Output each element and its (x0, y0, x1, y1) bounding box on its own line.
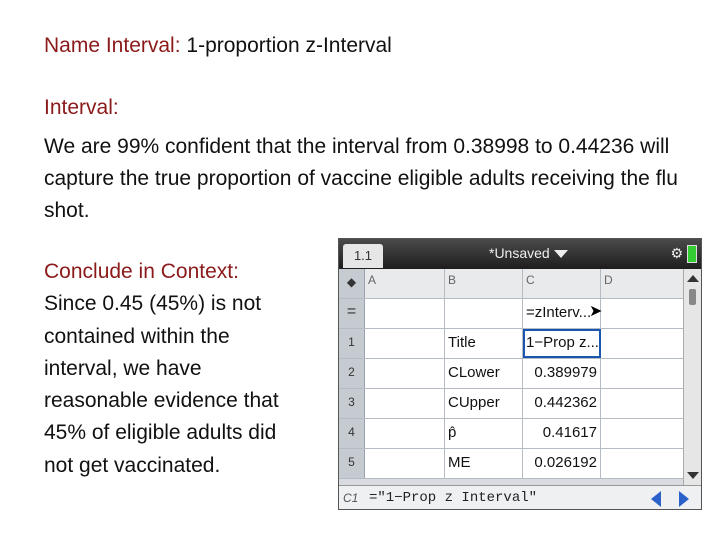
formula-cell-d[interactable] (601, 299, 683, 328)
column-header-d[interactable]: D (604, 273, 613, 287)
conclusion-text: Since 0.45 (45%) is not contained within the interval, we have reasonable evidence that 45% of eligible adults did not get vaccinated. (44, 292, 279, 477)
table-row (339, 359, 683, 389)
scroll-thumb[interactable] (689, 289, 696, 305)
previous-arrow-icon[interactable] (651, 491, 661, 507)
mouse-pointer-icon: ➤ (589, 303, 603, 320)
table-cell[interactable] (365, 419, 445, 448)
status-icons (670, 245, 697, 263)
column-header-a[interactable]: A (365, 269, 445, 298)
row-number: 1 (339, 329, 365, 358)
conclusion-block (44, 256, 304, 482)
name-interval-label: Name Interval: (44, 34, 181, 57)
row-number: 3 (339, 389, 365, 418)
column-header-c[interactable]: C (523, 269, 601, 298)
calculator-titlebar (339, 239, 701, 269)
row-value[interactable]: 0.442362 (523, 389, 601, 418)
column-header-b[interactable]: B (445, 269, 523, 298)
formula-cell-b[interactable] (445, 299, 523, 328)
column-header-row (339, 269, 683, 299)
row-number: 2 (339, 359, 365, 388)
table-row (339, 389, 683, 419)
row-value[interactable]: 0.41617 (523, 419, 601, 448)
table-cell[interactable] (601, 419, 683, 448)
conclusion-heading: Conclude in Context: (44, 260, 239, 283)
row-label[interactable]: CLower (445, 359, 523, 388)
table-cell[interactable] (365, 329, 445, 358)
row-label[interactable]: ME (445, 449, 523, 478)
row-label[interactable]: CUpper (445, 389, 523, 418)
tag-icon[interactable]: ◆ (339, 269, 365, 298)
table-cell[interactable] (601, 389, 683, 418)
row-value[interactable]: 0.389979 (523, 359, 601, 388)
formula-cell-c[interactable]: =zInterv... (523, 299, 601, 328)
interval-heading: Interval: (44, 96, 119, 119)
name-interval-value: 1-proportion z-Interval (186, 34, 392, 57)
gear-icon: ⚙ (670, 245, 683, 261)
row-label[interactable]: Title (445, 329, 523, 358)
cell-reference: C1 (343, 491, 359, 505)
table-row (339, 329, 683, 359)
row-number: 4 (339, 419, 365, 448)
row-number: 5 (339, 449, 365, 478)
formula-cell-a[interactable] (365, 299, 445, 328)
formula-row-icon: = (339, 299, 365, 328)
calculator-screenshot (338, 238, 702, 510)
vertical-scrollbar[interactable] (683, 269, 702, 485)
row-label[interactable]: p̂ (445, 419, 523, 448)
scroll-up-icon[interactable] (687, 275, 699, 282)
entry-line[interactable] (339, 485, 701, 510)
page-tab[interactable]: 1.1 (343, 244, 383, 268)
document-title-text: *Unsaved (489, 245, 550, 261)
interval-statement: We are 99% confident that the interval from 0.38998 to 0.44236 will capture the true proportion of vaccine eligible adults receiving the flu shot. (44, 135, 678, 222)
table-cell[interactable] (365, 449, 445, 478)
table-row (339, 449, 683, 479)
dropdown-icon (554, 250, 568, 258)
table-cell[interactable] (601, 449, 683, 478)
row-value[interactable]: 0.026192 (523, 449, 601, 478)
formula-row (339, 299, 683, 329)
name-interval-line (44, 34, 392, 58)
entry-formula[interactable]: ="1−Prop z Interval" (369, 490, 538, 506)
next-arrow-icon[interactable] (679, 491, 689, 507)
selected-cell[interactable]: 1−Prop z... (523, 329, 601, 358)
table-cell[interactable] (365, 359, 445, 388)
table-row (339, 419, 683, 449)
document-title[interactable] (489, 245, 568, 261)
table-cell[interactable] (365, 389, 445, 418)
battery-icon (687, 245, 697, 263)
table-cell[interactable] (601, 329, 683, 358)
scroll-down-icon[interactable] (687, 472, 699, 479)
table-cell[interactable] (601, 359, 683, 388)
